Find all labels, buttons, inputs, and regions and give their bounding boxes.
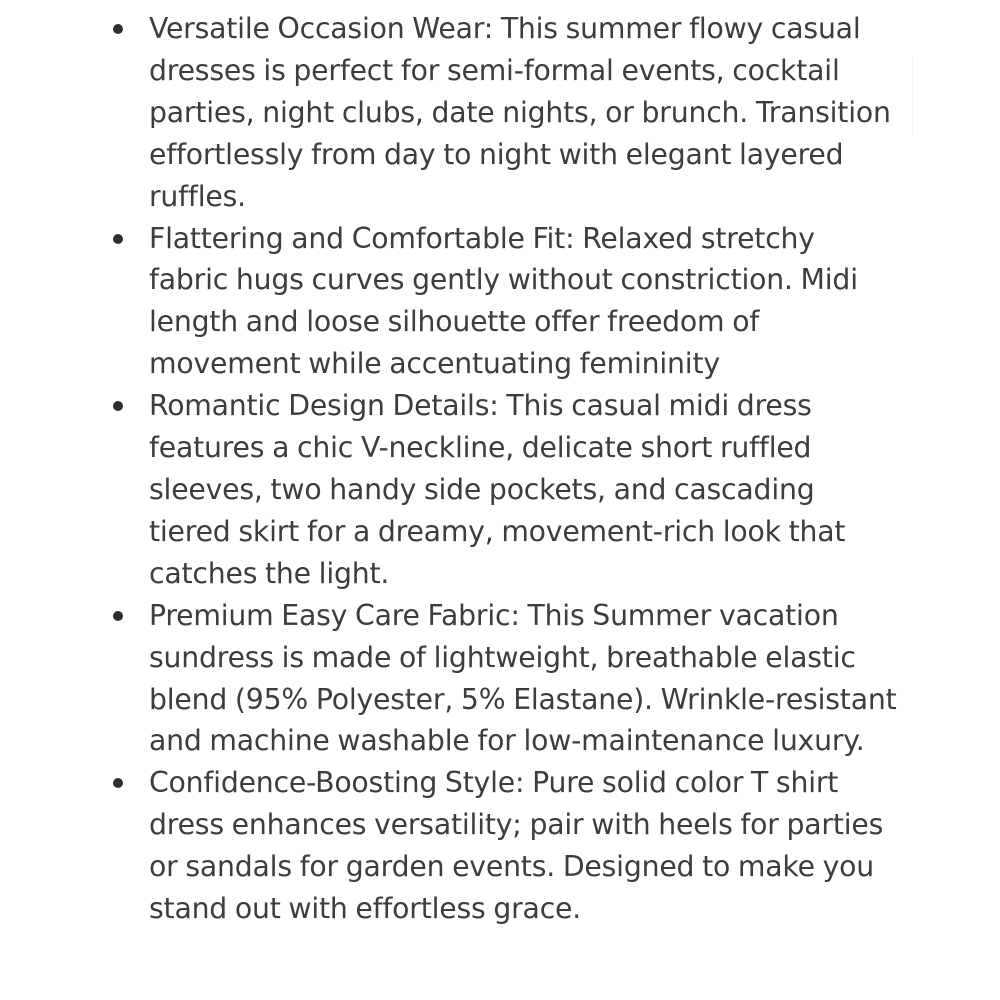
bullet-dot-icon (113, 401, 123, 411)
feature-bullet-text: Flattering and Comfortable Fit: Relaxed stretchy fabric hugs curves gently without constriction. Midi length and loose silhouette offer freedom of movement while accentuating femininity (149, 221, 858, 381)
bullet-dot-icon (113, 24, 123, 34)
bullet-dot-icon (113, 234, 123, 244)
feature-bullet-text: Confidence-Boosting Style: Pure solid color T shirt dress enhances versatility; pair with heels for parties or sandals for garden events. Designed to make you stand out with effortless grace. (149, 766, 884, 926)
feature-bullet-text: Versatile Occasion Wear: This summer flowy casual dresses is perfect for semi-formal events, cocktail parties, night clubs, date nights, or brunch. Transition effortlessly from day to night with elegant layered ruffles. (149, 12, 891, 213)
feature-bullet-item (111, 595, 901, 763)
feature-bullet-item (111, 385, 901, 595)
feature-bullet-item (111, 8, 901, 218)
feature-bullet-list (111, 8, 901, 930)
edge-divider (912, 55, 913, 135)
feature-bullet-text: Premium Easy Care Fabric: This Summer vacation sundress is made of lightweight, breathable elastic blend (95% Polyester, 5% Elastane). Wrinkle-resistant and machine washable for low-maintenance luxury. (149, 598, 897, 758)
feature-bullet-item (111, 218, 901, 386)
bullet-dot-icon (113, 778, 123, 788)
feature-bullet-text: Romantic Design Details: This casual midi dress features a chic V-neckline, delicate short ruffled sleeves, two handy side pockets, and cascading tiered skirt for a dreamy, movement-rich look that catches the light. (149, 389, 846, 590)
feature-bullet-item (111, 762, 901, 930)
bullet-dot-icon (113, 611, 123, 621)
